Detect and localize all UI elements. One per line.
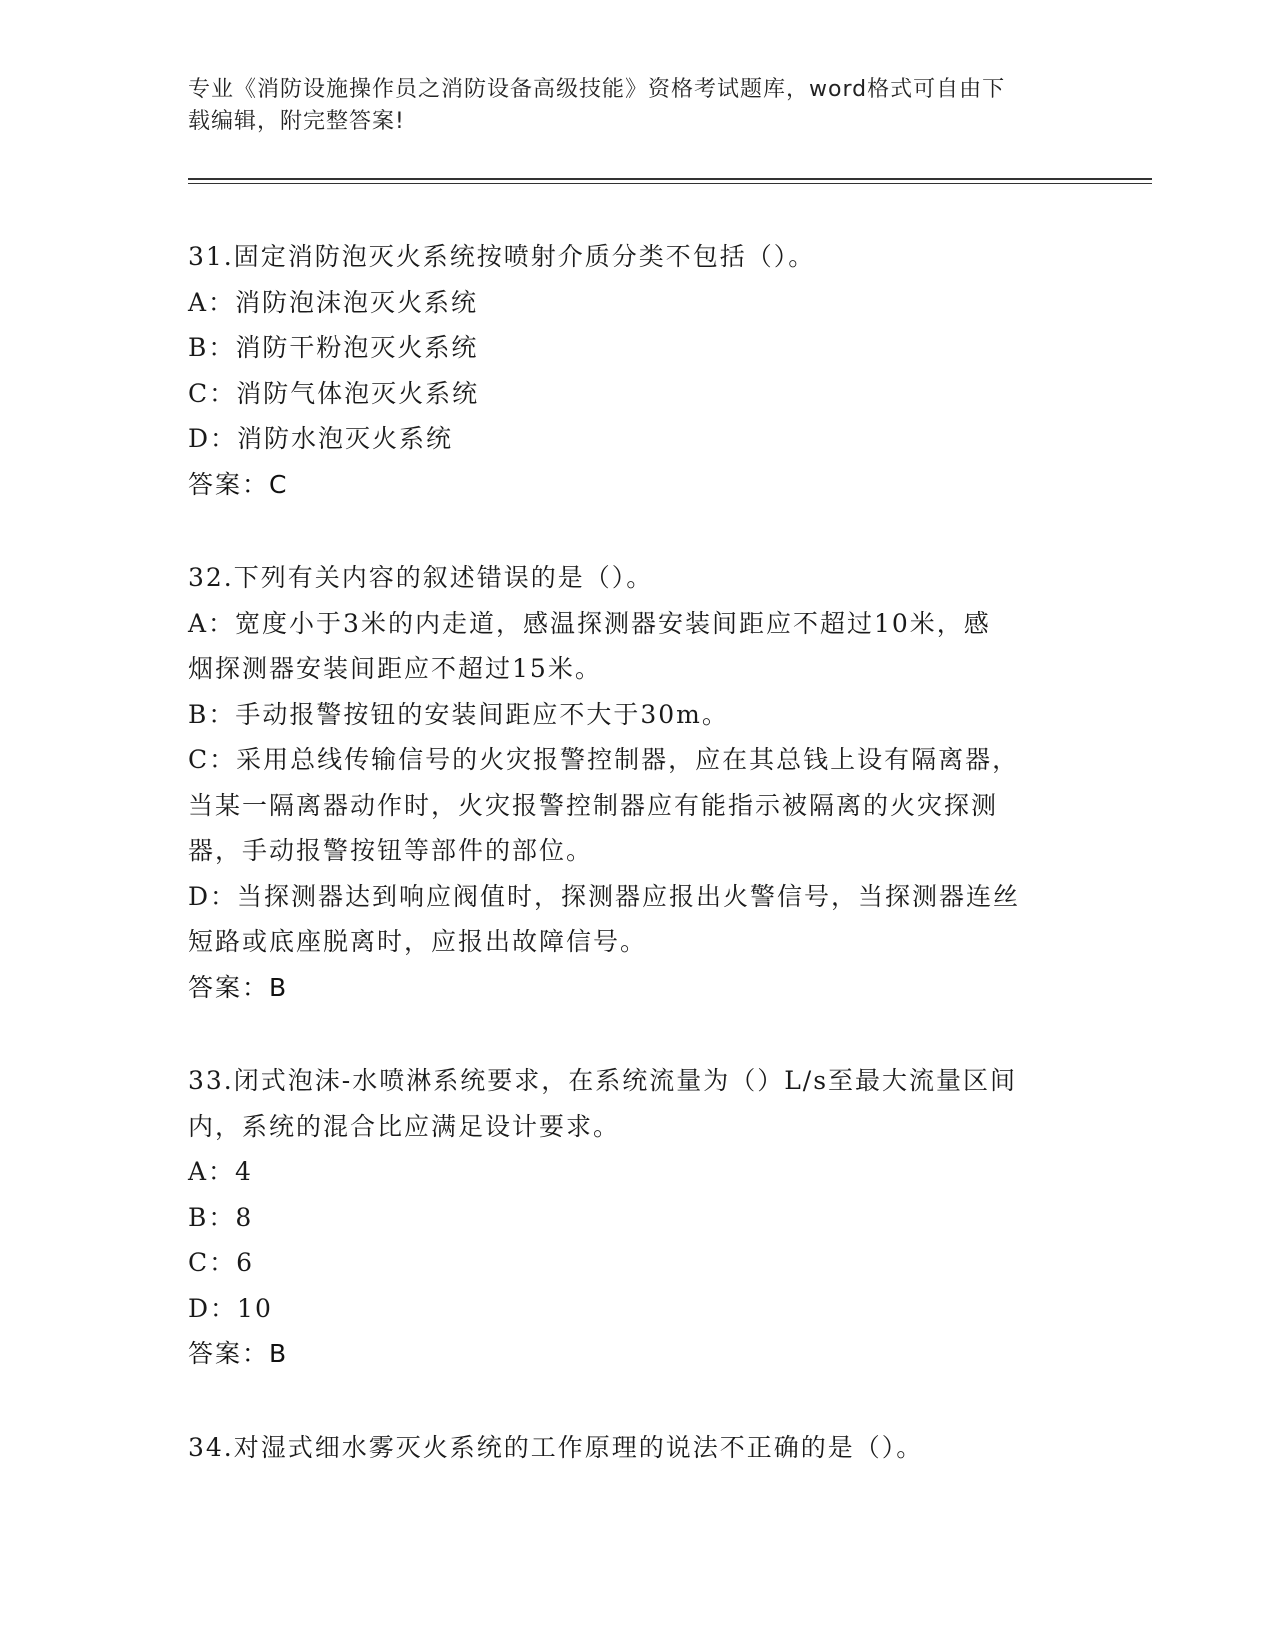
question-31 — [188, 234, 1088, 507]
question-stem-line-2: 内，系统的混合比应满足设计要求。 — [188, 1111, 621, 1141]
option-b: B：8 — [188, 1202, 254, 1232]
question-stem: 31.固定消防泡灭火系统按喷射介质分类不包括（）。 — [188, 242, 816, 271]
document-header — [188, 74, 1068, 138]
option-a-line-1: A：宽度小于3米的内走道，感温探测器安装间距应不超过10米，感 — [188, 608, 991, 638]
question-stem: 32.下列有关内容的叙述错误的是（）。 — [188, 563, 654, 592]
option-c: C：消防气体泡灭火系统 — [188, 378, 480, 408]
option-d: D：消防水泡灭火系统 — [188, 424, 454, 453]
option-a-line-2: 烟探测器安装间距应不超过15米。 — [188, 654, 602, 683]
header-divider — [188, 178, 1152, 180]
option-d: D：10 — [188, 1293, 273, 1323]
question-34 — [188, 1425, 1088, 1471]
option-a: A：4 — [188, 1157, 253, 1186]
option-c-line-2: 当某一隔离器动作时，火灾报警控制器应有能指示被隔离的火灾探测 — [188, 790, 999, 820]
option-d-line-2: 短路或底座脱离时，应报出故障信号。 — [188, 927, 648, 956]
answer-label: 答案：B — [188, 1339, 289, 1368]
header-divider-thin — [188, 183, 1152, 184]
option-c: C：6 — [188, 1248, 255, 1277]
option-c-line-1: C：采用总线传输信号的火灾报警控制器，应在其总钱上设有隔离器， — [188, 745, 1020, 774]
header-intro-line-1: 专业《消防设施操作员之消防设备高级技能》资格考试题库，word格式可自由下 — [188, 77, 1006, 102]
answer-label: 答案：C — [188, 469, 289, 499]
question-32 — [188, 555, 1088, 1010]
question-list — [188, 234, 1088, 1518]
question-stem-line-1: 33.闭式泡沫-水喷淋系统要求，在系统流量为（）L/s至最大流量区间 — [188, 1066, 1018, 1095]
option-b: B：手动报警按钮的安装间距应不大于30m。 — [188, 699, 729, 729]
header-intro-line-2: 载编辑，附完整答案! — [188, 109, 405, 134]
question-33 — [188, 1058, 1088, 1377]
question-stem: 34.对湿式细水雾灭火系统的工作原理的说法不正确的是（）。 — [188, 1432, 924, 1462]
option-a: A：消防泡沫泡灭火系统 — [188, 287, 479, 317]
option-d-line-1: D：当探测器达到响应阀值时，探测器应报出火警信号，当探测器连丝 — [188, 881, 1021, 911]
answer-label: 答案：B — [188, 972, 289, 1002]
option-b: B：消防干粉泡灭火系统 — [188, 333, 479, 362]
option-c-line-3: 器，手动报警按钮等部件的部位。 — [188, 836, 594, 865]
